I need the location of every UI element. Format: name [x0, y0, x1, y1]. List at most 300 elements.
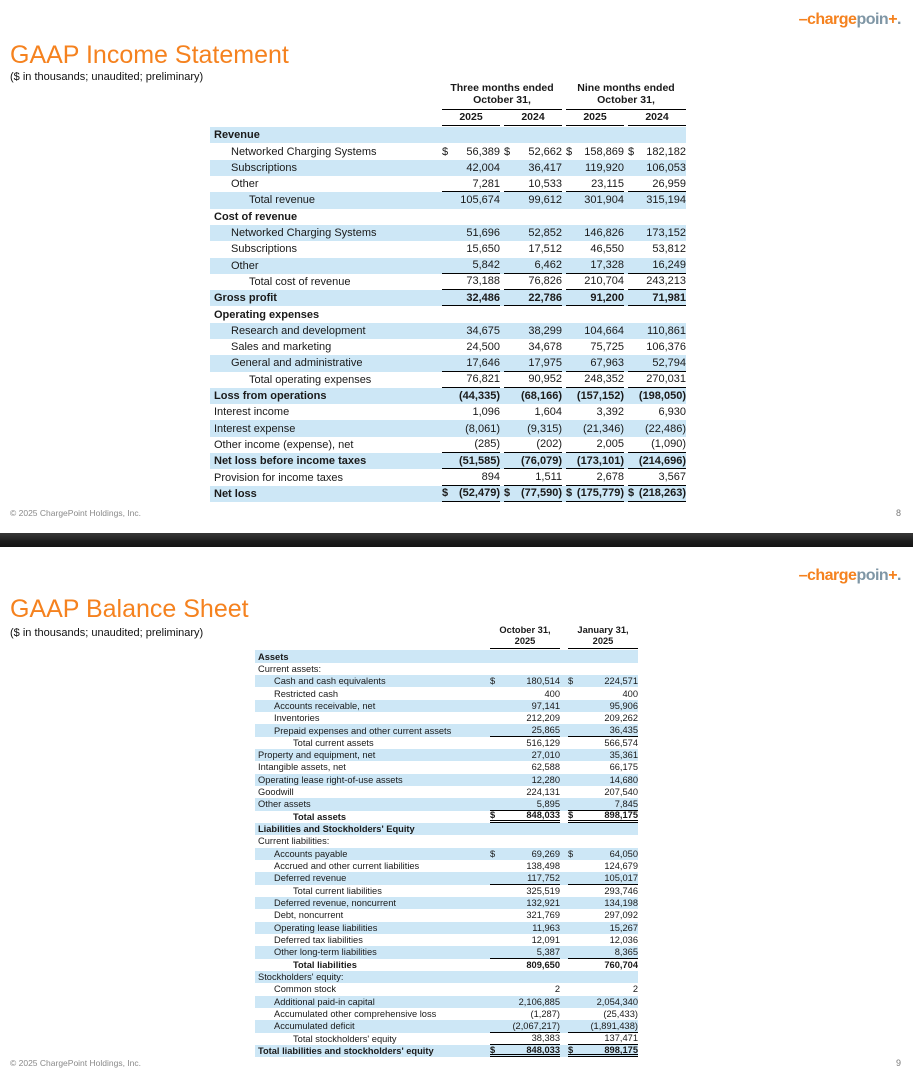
row-value — [566, 225, 624, 241]
row-value — [490, 946, 560, 958]
table-row — [255, 675, 638, 687]
row-label: Property and equipment, net — [258, 750, 376, 761]
page-number: 8 — [895, 508, 901, 518]
row-value — [442, 388, 500, 404]
value-text: 10,533 — [528, 177, 562, 190]
row-value — [490, 934, 560, 946]
value-text: (52,479) — [459, 487, 500, 500]
row-value — [628, 127, 686, 143]
dollar-sign: $ — [490, 810, 496, 821]
income-statement-rows — [210, 127, 686, 502]
value-text: 52,852 — [528, 227, 562, 240]
row-value — [568, 897, 638, 909]
row-label: General and administrative — [231, 357, 363, 370]
row-value — [566, 469, 624, 485]
row-value — [568, 983, 638, 995]
value-text: 848,033 — [526, 1044, 560, 1055]
value-text: 119,920 — [585, 161, 624, 174]
row-value — [442, 258, 500, 274]
row-value — [566, 209, 624, 225]
table-row — [255, 922, 638, 934]
value-text: 46,550 — [590, 243, 624, 256]
value-text: 8,365 — [614, 946, 638, 957]
row-label: Cash and cash equivalents — [274, 676, 386, 687]
row-label: Revenue — [214, 129, 260, 142]
chargepoint-logo — [799, 11, 901, 29]
row-value — [566, 192, 624, 208]
value-text: 14,680 — [609, 774, 638, 785]
value-text: 105,017 — [604, 872, 638, 883]
row-value — [628, 160, 686, 176]
row-label: Networked Charging Systems — [231, 145, 377, 158]
dollar-sign: $ — [628, 145, 635, 158]
row-value — [490, 761, 560, 773]
value-text: 5,387 — [536, 946, 560, 957]
table-row — [255, 1008, 638, 1020]
value-text: 566,574 — [604, 737, 638, 748]
row-value — [442, 127, 500, 143]
table-row — [210, 241, 686, 257]
row-value — [490, 749, 560, 761]
row-value — [504, 225, 562, 241]
row-label: Subscriptions — [231, 161, 298, 174]
dollar-sign: $ — [566, 145, 573, 158]
row-value — [442, 209, 500, 225]
row-value — [504, 420, 562, 436]
table-row — [210, 323, 686, 339]
table-row — [210, 404, 686, 420]
row-value — [490, 897, 560, 909]
balance-sheet-rows — [255, 650, 638, 1057]
column-header-line1: October 31, — [499, 625, 551, 635]
row-value — [568, 700, 638, 712]
row-label: Restricted cash — [274, 688, 339, 699]
value-text: 99,612 — [528, 194, 562, 207]
value-text: 42,004 — [466, 161, 500, 174]
row-label: Operating expenses — [214, 308, 320, 321]
row-value — [568, 934, 638, 946]
table-row — [210, 274, 686, 290]
row-value — [490, 663, 560, 675]
row-value — [628, 469, 686, 485]
year-header: 2025 — [442, 111, 500, 126]
value-text: 67,963 — [590, 356, 624, 369]
row-label: Additional paid-in capital — [274, 996, 375, 1007]
row-label: Deferred revenue, noncurrent — [274, 898, 396, 909]
value-text: 76,821 — [466, 373, 500, 386]
column-group-nine-months — [566, 82, 686, 110]
value-text: 15,650 — [466, 243, 500, 256]
column-header-line2: 2025 — [514, 635, 536, 646]
row-value — [490, 712, 560, 724]
value-text: 62,588 — [531, 762, 560, 773]
group-label-line2: October 31, — [473, 94, 531, 107]
row-value — [490, 860, 560, 872]
row-value — [490, 983, 560, 995]
dollar-sign: $ — [442, 145, 449, 158]
row-value — [628, 453, 686, 469]
row-value — [568, 971, 638, 983]
dollar-sign: $ — [568, 810, 574, 821]
page-title: GAAP Income Statement — [10, 41, 289, 69]
row-label: Deferred revenue — [274, 873, 347, 884]
row-value — [442, 192, 500, 208]
row-value — [568, 737, 638, 749]
row-value — [442, 420, 500, 436]
row-value — [566, 258, 624, 274]
row-label: Accounts payable — [274, 848, 348, 859]
column-header-october — [490, 625, 560, 649]
value-text: 66,175 — [609, 762, 638, 773]
row-value — [504, 209, 562, 225]
row-value — [504, 339, 562, 355]
row-value — [490, 848, 560, 860]
value-text: 11,963 — [532, 922, 560, 933]
row-label: Prepaid expenses and other current assets — [274, 725, 452, 736]
row-label: Intangible assets, net — [258, 762, 346, 773]
year-header: 2024 — [504, 111, 562, 126]
logo-text-gray: poin — [856, 567, 889, 584]
balance-sheet-slide — [0, 547, 913, 1074]
row-value — [490, 786, 560, 798]
value-text: 73,188 — [466, 275, 500, 288]
value-text: 760,704 — [604, 959, 638, 970]
value-text: (202) — [536, 438, 562, 451]
row-value — [504, 306, 562, 322]
table-row — [255, 872, 638, 884]
row-value — [628, 355, 686, 371]
row-label: Provision for income taxes — [214, 471, 343, 484]
value-text: 400 — [544, 688, 560, 699]
row-value — [490, 835, 560, 847]
row-label: Accumulated other comprehensive loss — [274, 1009, 437, 1020]
row-label: Total current liabilities — [293, 885, 382, 896]
row-label: Total assets — [293, 811, 347, 822]
value-text: 158,869 — [584, 145, 624, 158]
table-row — [210, 453, 686, 469]
value-text: 105,674 — [460, 194, 500, 207]
table-row — [255, 700, 638, 712]
value-text: 110,861 — [647, 324, 686, 337]
row-value — [490, 872, 560, 884]
row-label: Total revenue — [249, 194, 316, 207]
row-value — [628, 258, 686, 274]
row-value — [566, 437, 624, 453]
value-text: 27,010 — [531, 750, 560, 761]
row-value — [568, 1033, 638, 1045]
row-value — [566, 372, 624, 388]
value-text: 95,906 — [609, 700, 638, 711]
column-group-headers — [210, 82, 686, 110]
value-text: 6,930 — [658, 406, 686, 419]
row-value — [568, 1045, 638, 1057]
row-label: Other long-term liabilities — [274, 947, 377, 958]
row-label: Gross profit — [214, 292, 277, 305]
value-text: 209,262 — [604, 713, 638, 724]
row-value — [566, 127, 624, 143]
row-value — [568, 712, 638, 724]
value-text: 51,696 — [466, 227, 500, 240]
value-text: 7,845 — [614, 798, 638, 809]
income-statement-table — [210, 82, 686, 502]
row-value — [628, 143, 686, 159]
dollar-sign: $ — [628, 487, 635, 500]
value-text: 898,175 — [604, 810, 638, 821]
copyright-text: © 2025 ChargePoint Holdings, Inc. — [10, 508, 142, 518]
row-value — [628, 323, 686, 339]
row-value — [568, 872, 638, 884]
row-value — [490, 700, 560, 712]
row-value — [628, 290, 686, 306]
row-value — [568, 675, 638, 687]
group-label-line1: Three months ended — [450, 82, 554, 94]
copyright-text: © 2025 ChargePoint Holdings, Inc. — [10, 1058, 142, 1068]
row-label: Loss from operations — [214, 390, 327, 403]
row-value — [442, 469, 500, 485]
row-value — [568, 774, 638, 786]
table-row — [255, 687, 638, 699]
value-text: 91,200 — [590, 291, 624, 304]
value-text: 36,417 — [528, 161, 562, 174]
logo-text-orange: –charge — [798, 567, 857, 584]
slide-footer — [10, 1058, 901, 1068]
row-value — [568, 761, 638, 773]
value-text: 32,486 — [466, 291, 500, 304]
value-text: 3,392 — [596, 406, 624, 419]
table-row — [210, 437, 686, 453]
dollar-sign: $ — [504, 145, 511, 158]
value-text: 2,005 — [596, 438, 624, 451]
value-text: 5,842 — [472, 259, 500, 272]
value-text: 212,209 — [526, 713, 560, 724]
row-value — [490, 922, 560, 934]
table-row — [255, 860, 638, 872]
row-value — [568, 811, 638, 823]
value-text: 56,389 — [466, 145, 500, 158]
row-value — [490, 724, 560, 736]
row-value — [568, 1020, 638, 1032]
value-text: 15,267 — [609, 922, 638, 933]
value-text: 2 — [554, 984, 560, 995]
table-row — [255, 663, 638, 675]
value-text: 12,036 — [609, 935, 638, 946]
value-text: 809,650 — [526, 959, 560, 970]
row-value — [568, 1008, 638, 1020]
page-title: GAAP Balance Sheet — [10, 595, 249, 623]
row-value — [504, 486, 562, 502]
table-row — [255, 848, 638, 860]
row-value — [504, 143, 562, 159]
value-text: 315,194 — [646, 194, 686, 207]
column-header-line2: 2025 — [592, 635, 614, 646]
row-value — [568, 996, 638, 1008]
row-value — [628, 241, 686, 257]
row-value — [568, 650, 638, 662]
table-row — [255, 724, 638, 736]
value-text: 2,106,885 — [518, 996, 560, 1007]
row-value — [490, 909, 560, 921]
table-row — [210, 339, 686, 355]
table-row — [255, 996, 638, 1008]
value-text: 5,895 — [536, 798, 560, 809]
value-text: (285) — [474, 438, 500, 451]
value-text: 224,131 — [526, 787, 560, 798]
row-value — [490, 737, 560, 749]
row-value — [628, 176, 686, 192]
row-value — [566, 420, 624, 436]
value-text: 16,249 — [652, 259, 686, 272]
row-value — [490, 1033, 560, 1045]
value-text: (198,050) — [638, 390, 686, 403]
row-label: Common stock — [274, 984, 336, 995]
row-value — [490, 650, 560, 662]
table-row — [210, 209, 686, 225]
value-text: 173,152 — [646, 227, 686, 240]
row-value — [442, 274, 500, 290]
row-value — [504, 176, 562, 192]
row-value — [504, 404, 562, 420]
table-row — [255, 835, 638, 847]
slide-separator — [0, 533, 913, 547]
table-row — [210, 290, 686, 306]
value-text: 3,567 — [658, 471, 686, 483]
value-text: (9,315) — [527, 422, 562, 435]
row-label: Total operating expenses — [249, 373, 372, 386]
row-value — [568, 922, 638, 934]
row-label: Liabilities and Stockholders' Equity — [258, 824, 415, 835]
table-row — [255, 737, 638, 749]
value-text: 180,514 — [526, 676, 560, 687]
table-row — [255, 811, 638, 823]
value-text: 104,664 — [584, 324, 624, 337]
table-row — [255, 798, 638, 810]
value-text: 2,678 — [596, 471, 624, 483]
group-label-line2: October 31, — [597, 94, 655, 107]
row-value — [504, 241, 562, 257]
dollar-sign: $ — [504, 487, 511, 500]
value-text: 293,746 — [604, 885, 638, 896]
value-text: 12,280 — [531, 774, 560, 785]
row-value — [628, 388, 686, 404]
value-text: 38,383 — [531, 1033, 560, 1044]
value-text: 17,328 — [590, 259, 624, 272]
row-value — [568, 909, 638, 921]
row-label: Accounts receivable, net — [274, 700, 376, 711]
value-text: 132,921 — [526, 898, 560, 909]
row-value — [568, 786, 638, 798]
page-number: 9 — [895, 1058, 901, 1068]
value-text: 146,826 — [584, 227, 624, 240]
value-text: 2 — [632, 984, 638, 995]
value-text: 106,376 — [646, 341, 686, 354]
row-label: Current assets: — [258, 663, 322, 674]
dollar-sign: $ — [568, 1044, 574, 1055]
row-value — [442, 306, 500, 322]
row-value — [504, 274, 562, 290]
value-text: 17,975 — [528, 356, 562, 369]
table-row — [255, 983, 638, 995]
logo-plus-icon: + — [888, 567, 898, 584]
table-row — [255, 749, 638, 761]
row-value — [504, 372, 562, 388]
year-header: 2024 — [628, 111, 686, 126]
value-text: 24,500 — [466, 341, 500, 354]
value-text: 516,129 — [526, 737, 560, 748]
row-label: Interest expense — [214, 422, 296, 435]
value-text: 97,141 — [531, 700, 560, 711]
row-value — [490, 1045, 560, 1057]
row-label: Current liabilities: — [258, 836, 330, 847]
value-text: 898,175 — [604, 1044, 638, 1055]
row-value — [442, 453, 500, 469]
row-value — [490, 885, 560, 897]
value-text: 106,053 — [646, 161, 686, 174]
value-text: 117,752 — [527, 872, 560, 883]
value-text: 76,826 — [528, 275, 562, 288]
value-text: 894 — [481, 471, 500, 483]
row-value — [566, 176, 624, 192]
row-value — [504, 323, 562, 339]
row-value — [490, 823, 560, 835]
table-row — [210, 127, 686, 143]
row-value — [490, 971, 560, 983]
row-value — [566, 274, 624, 290]
slide-footer — [10, 508, 901, 518]
value-text: 224,571 — [604, 676, 638, 687]
value-text: 36,435 — [609, 725, 638, 735]
row-value — [628, 486, 686, 502]
row-label: Inventories — [274, 713, 320, 724]
value-text: 400 — [622, 688, 638, 699]
value-text: 301,904 — [584, 194, 624, 207]
dollar-sign: $ — [566, 487, 573, 500]
logo-dot: . — [897, 11, 901, 28]
value-text: 137,471 — [604, 1033, 638, 1044]
table-row — [210, 420, 686, 436]
row-label: Networked Charging Systems — [231, 227, 377, 240]
table-row — [255, 650, 638, 662]
row-value — [442, 355, 500, 371]
table-row — [255, 897, 638, 909]
value-text: (76,079) — [521, 454, 562, 467]
row-value — [566, 453, 624, 469]
table-row — [255, 786, 638, 798]
value-text: (1,090) — [651, 438, 686, 451]
table-row — [210, 355, 686, 371]
table-row — [255, 761, 638, 773]
dollar-sign: $ — [568, 676, 574, 687]
row-value — [504, 127, 562, 143]
row-value — [490, 687, 560, 699]
value-text: 34,678 — [528, 341, 562, 354]
row-value — [568, 860, 638, 872]
row-value — [628, 192, 686, 208]
row-value — [442, 339, 500, 355]
row-value — [568, 798, 638, 810]
group-label-line1: Nine months ended — [577, 82, 675, 94]
value-text: 297,092 — [604, 910, 638, 921]
value-text: 35,361 — [609, 750, 638, 761]
dollar-sign: $ — [442, 487, 449, 500]
income-statement-slide — [0, 0, 913, 533]
row-value — [442, 160, 500, 176]
value-text: 1,511 — [535, 471, 562, 483]
row-label: Total stockholders' equity — [293, 1033, 397, 1044]
row-value — [566, 388, 624, 404]
row-value — [490, 774, 560, 786]
row-value — [568, 749, 638, 761]
row-value — [490, 811, 560, 823]
